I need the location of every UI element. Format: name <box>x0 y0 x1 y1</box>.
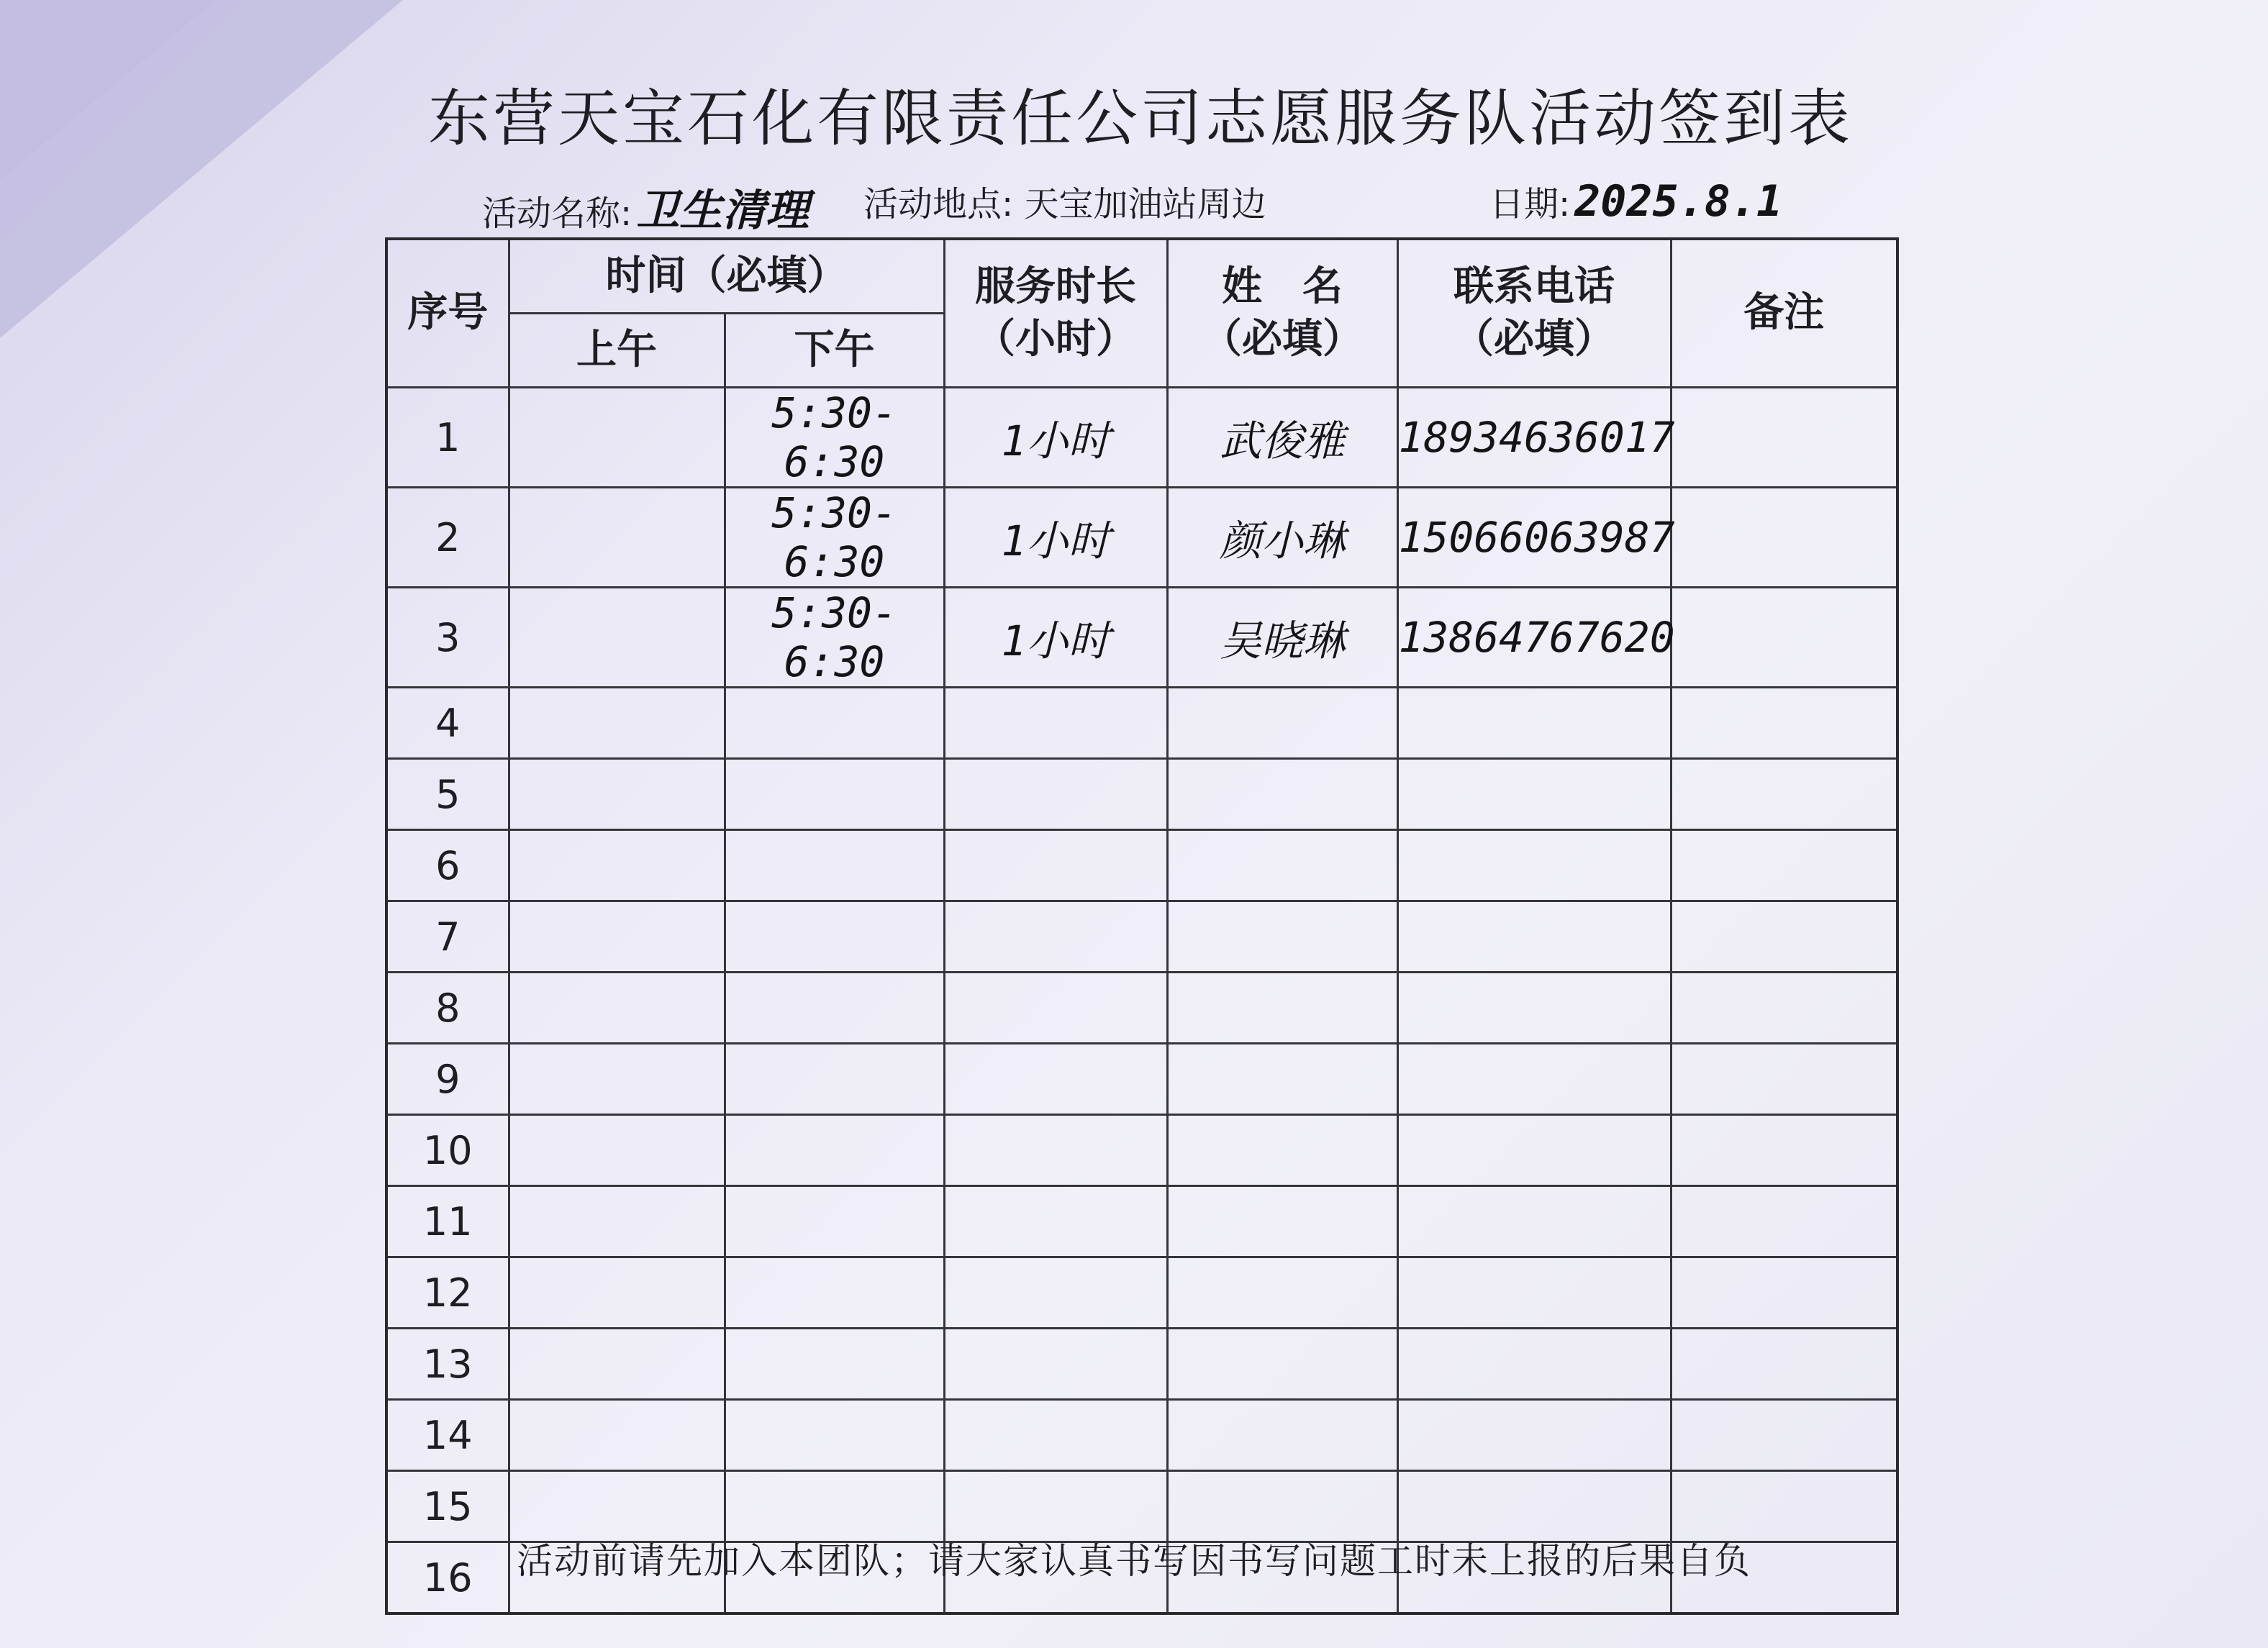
activity-name-label: 活动名称: <box>482 194 632 234</box>
afternoon-time-cell <box>725 1044 944 1115</box>
name-cell <box>1167 1186 1397 1257</box>
phone-cell <box>1397 973 1671 1044</box>
morning-time-cell <box>509 1044 725 1115</box>
duration-cell <box>944 588 1167 688</box>
table-row <box>386 973 1897 1044</box>
name-cell <box>1167 1115 1397 1186</box>
header-row-1 <box>386 239 1897 314</box>
name-cell <box>1167 488 1397 588</box>
seq-cell: 6 <box>386 830 509 901</box>
afternoon-time-cell <box>725 1115 944 1186</box>
duration-cell <box>944 488 1167 588</box>
table-row <box>386 1471 1897 1542</box>
duration-cell <box>944 688 1167 759</box>
duration-cell-text: 1小时 <box>1001 616 1110 665</box>
phone-cell <box>1397 1115 1671 1186</box>
remarks-cell <box>1671 1186 1897 1257</box>
name-cell <box>1167 1044 1397 1115</box>
afternoon-time-cell <box>725 488 944 588</box>
header-duration-line2: （小时） <box>975 315 1136 363</box>
phone-cell-text: 18934636017 <box>1398 413 1675 462</box>
header-phone-line1: 联系电话 <box>1453 263 1615 310</box>
seq-cell: 3 <box>386 588 509 688</box>
table-row <box>386 388 1897 488</box>
duration-cell <box>944 1115 1167 1186</box>
remarks-cell <box>1671 759 1897 830</box>
afternoon-time-cell <box>725 1329 944 1400</box>
morning-time-cell <box>509 488 725 588</box>
remarks-cell <box>1671 1400 1897 1471</box>
seq-cell: 2 <box>386 488 509 588</box>
afternoon-time-cell <box>725 1400 944 1471</box>
table-row <box>386 1400 1897 1471</box>
phone-cell <box>1397 1329 1671 1400</box>
phone-cell <box>1397 1257 1671 1329</box>
seq-cell: 15 <box>386 1471 509 1542</box>
name-cell-text: 武俊雅 <box>1219 416 1345 465</box>
afternoon-time-cell <box>725 901 944 973</box>
seq-cell: 13 <box>386 1329 509 1400</box>
morning-time-cell <box>509 1186 725 1257</box>
table-row <box>386 1257 1897 1329</box>
seq-cell: 16 <box>386 1542 509 1614</box>
remarks-cell <box>1671 830 1897 901</box>
afternoon-time-cell <box>725 759 944 830</box>
remarks-cell <box>1671 688 1897 759</box>
remarks-cell <box>1671 973 1897 1044</box>
afternoon-time-cell <box>725 388 944 488</box>
header-remarks: 备注 <box>1671 239 1897 388</box>
sign-in-table <box>385 237 1899 1615</box>
table-row <box>386 1044 1897 1115</box>
morning-time-cell <box>509 688 725 759</box>
name-cell <box>1167 1257 1397 1329</box>
phone-cell <box>1397 1400 1671 1471</box>
header-duration-line1: 服务时长 <box>975 263 1136 310</box>
header-phone-line2: （必填） <box>1453 315 1615 363</box>
activity-name-field <box>482 176 809 238</box>
location-field <box>863 176 1266 226</box>
seq-cell: 14 <box>386 1400 509 1471</box>
name-cell-text: 颜小琳 <box>1219 516 1345 565</box>
phone-cell <box>1397 1471 1671 1542</box>
seq-cell: 4 <box>386 688 509 759</box>
remarks-cell <box>1671 1471 1897 1542</box>
morning-time-cell <box>509 388 725 488</box>
name-cell <box>1167 688 1397 759</box>
table-body <box>386 388 1897 1614</box>
activity-name-value: 卫生清理 <box>636 186 809 236</box>
header-name-line1: 姓 名 <box>1222 263 1343 310</box>
name-cell <box>1167 588 1397 688</box>
header-afternoon: 下午 <box>725 314 944 388</box>
duration-cell <box>944 901 1167 973</box>
seq-cell: 12 <box>386 1257 509 1329</box>
name-cell <box>1167 973 1397 1044</box>
name-cell <box>1167 830 1397 901</box>
afternoon-time-cell-text: 5:30-6:30 <box>771 588 897 686</box>
phone-cell <box>1397 488 1675 588</box>
seq-cell: 1 <box>386 388 509 488</box>
remarks-cell <box>1671 388 1897 488</box>
table-row <box>386 1186 1897 1257</box>
date-field <box>1489 176 1782 227</box>
table-row <box>386 830 1897 901</box>
seq-cell: 8 <box>386 973 509 1044</box>
duration-cell-text: 1小时 <box>1001 516 1110 565</box>
afternoon-time-cell-text: 5:30-6:30 <box>771 488 897 586</box>
afternoon-time-cell <box>725 1257 944 1329</box>
morning-time-cell <box>509 1471 725 1542</box>
table-row <box>386 759 1897 830</box>
table-row <box>386 488 1897 588</box>
duration-cell <box>944 1044 1167 1115</box>
header-name-line2: （必填） <box>1202 315 1363 363</box>
morning-time-cell <box>509 1257 725 1329</box>
name-cell <box>1167 759 1397 830</box>
duration-cell-text: 1小时 <box>1001 416 1110 465</box>
table-row <box>386 688 1897 759</box>
table-row <box>386 901 1897 973</box>
afternoon-time-cell <box>725 1471 944 1542</box>
footer-note: 活动前请先加入本团队；请大家认真书写因书写问题工时未上报的后果自负 <box>517 1540 1751 1582</box>
phone-cell <box>1397 1186 1671 1257</box>
name-cell-text: 吴晓琳 <box>1219 616 1345 665</box>
duration-cell <box>944 1400 1167 1471</box>
afternoon-time-cell <box>725 688 944 759</box>
morning-time-cell <box>509 588 725 688</box>
location-value: 天宝加油站周边 <box>1024 184 1266 224</box>
remarks-cell <box>1671 901 1897 973</box>
header-time: 时间（必填） <box>509 239 944 314</box>
afternoon-time-cell <box>725 973 944 1044</box>
remarks-cell <box>1671 1044 1897 1115</box>
table-row <box>386 588 1897 688</box>
afternoon-time-cell-text: 5:30-6:30 <box>771 388 897 486</box>
afternoon-time-cell <box>725 588 944 688</box>
name-cell <box>1167 1471 1397 1542</box>
header-morning: 上午 <box>509 314 725 388</box>
paper-fold-corner <box>0 0 403 338</box>
phone-cell <box>1397 759 1671 830</box>
name-cell <box>1167 1329 1397 1400</box>
morning-time-cell <box>509 901 725 973</box>
remarks-cell <box>1671 1257 1897 1329</box>
phone-cell-text: 13864767620 <box>1398 613 1675 662</box>
duration-cell <box>944 1186 1167 1257</box>
seq-cell: 11 <box>386 1186 509 1257</box>
morning-time-cell <box>509 1115 725 1186</box>
header-name <box>1167 239 1397 388</box>
phone-cell-text: 15066063987 <box>1398 513 1675 562</box>
name-cell <box>1167 901 1397 973</box>
seq-cell: 9 <box>386 1044 509 1115</box>
duration-cell <box>944 1257 1167 1329</box>
morning-time-cell <box>509 830 725 901</box>
seq-cell: 7 <box>386 901 509 973</box>
duration-cell <box>944 830 1167 901</box>
phone-cell <box>1397 688 1671 759</box>
remarks-cell <box>1671 588 1897 688</box>
morning-time-cell <box>509 1400 725 1471</box>
afternoon-time-cell <box>725 830 944 901</box>
date-label: 日期: <box>1489 184 1571 224</box>
remarks-cell <box>1671 1115 1897 1186</box>
phone-cell <box>1397 830 1671 901</box>
header-seq: 序号 <box>386 239 509 388</box>
date-value: 2025.8.1 <box>1574 176 1783 227</box>
phone-cell <box>1397 588 1675 688</box>
location-label: 活动地点: <box>863 184 1014 224</box>
table-row <box>386 1329 1897 1400</box>
form-title: 东营天宝石化有限责任公司志愿服务队活动签到表 <box>428 83 1853 155</box>
seq-cell: 5 <box>386 759 509 830</box>
table-row <box>386 1115 1897 1186</box>
name-cell <box>1167 388 1397 488</box>
duration-cell <box>944 1329 1167 1400</box>
phone-cell <box>1397 901 1671 973</box>
duration-cell <box>944 1471 1167 1542</box>
header-phone <box>1397 239 1671 388</box>
remarks-cell <box>1671 1329 1897 1400</box>
phone-cell <box>1397 1044 1671 1115</box>
header-duration <box>944 239 1167 388</box>
morning-time-cell <box>509 759 725 830</box>
morning-time-cell <box>509 973 725 1044</box>
duration-cell <box>944 973 1167 1044</box>
remarks-cell <box>1671 488 1897 588</box>
afternoon-time-cell <box>725 1186 944 1257</box>
phone-cell <box>1397 388 1675 488</box>
name-cell <box>1167 1400 1397 1471</box>
duration-cell <box>944 388 1167 488</box>
duration-cell <box>944 759 1167 830</box>
morning-time-cell <box>509 1329 725 1400</box>
seq-cell: 10 <box>386 1115 509 1186</box>
